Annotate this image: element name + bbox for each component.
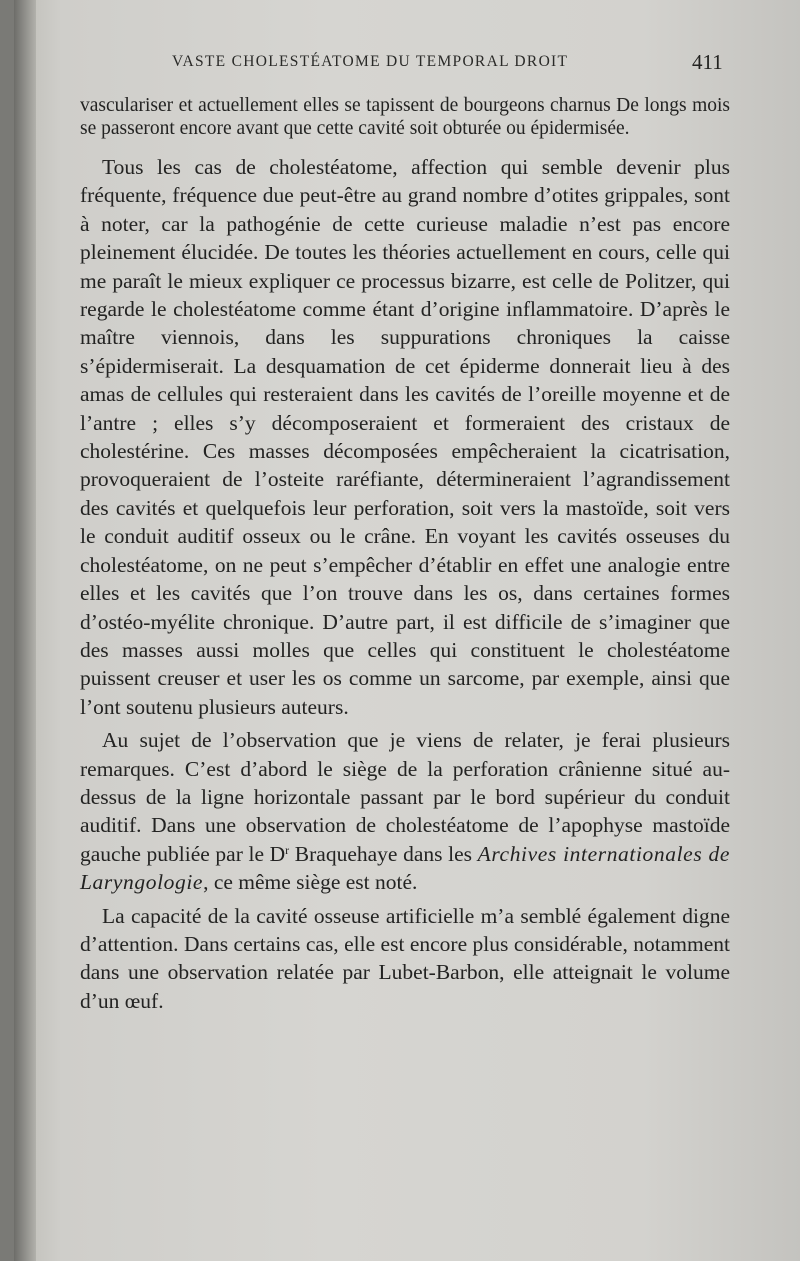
running-title: VASTE CHOLESTÉATOME DU TEMPORAL DROIT — [172, 53, 569, 70]
page-header — [0, 50, 800, 80]
paragraph-continuation: vasculariser et actuellement elles se tapissent de bourgeons charnus De longs mois se passeront encore avant que cette cavité soit obturée ou épidermisée. — [80, 95, 730, 139]
page-number: 411 — [692, 50, 723, 74]
paragraph-capacity: La capacité de la cavité osseuse artificielle m’a semblé également digne d’attention. Dans certains cas, elle est encore plus considérable, notamment dans une observation relatée par Lubet-Barbon, elle atteignait le volume d’un œuf. — [80, 903, 730, 1013]
binding-shadow — [14, 0, 36, 1261]
paragraph-observation-text-3: , ce même siège est noté. — [203, 870, 418, 895]
paragraph-observation-text-2: Braquehaye dans les — [289, 841, 478, 866]
body-text — [80, 94, 730, 1020]
journal-title: Archives internationales de Laryngologie — [80, 841, 731, 895]
paragraph-observation-text: Au sujet de l’observation que je viens de relater, je ferai plusieurs remarques. C’est d’abord le siège de la perforation crânienne situé au-dessus de la ligne horizontale passant par le bord supérieur du conduit auditif. Dans une observation de cholestéatome de l’apophyse mastoïde gauche publiée par le D — [80, 728, 730, 866]
paragraph-observation — [80, 726, 730, 896]
paragraph-pathogenesis: Tous les cas de cholestéatome, affection qui semble devenir plus fréquente, fréquence due peut-être au grand nombre d’otites grippales, sont à noter, car la pathogénie de cette curieuse maladie n’est pas encore pleinement élucidée. De toutes les théories actuellement en cours, celle qui me paraît le mieux expliquer ce processus bizarre, est celle de Politzer, qui regarde le cholestéatome comme étant d’origine inflammatoire. D’après le maître viennois, dans les suppurations chroniques la caisse s’épidermiserait. La desquamation de cet épiderme donnerait lieu à des amas de cellules qui resteraient dans les cavités de l’oreille moyenne et de l’antre ; elles s’y décomposeraient et formeraient des cristaux de cholestérine. Ces masses décomposées empêcheraient la cicatrisation, provoqueraient de l’osteite raréfiante, détermineraient l’agrandissement des cavités et quelquefois leur perforation, soit vers la mastoïde, soit vers le conduit auditif osseux ou le crâne. En voyant les cavités osseuses du cholestéatome, on ne peut s’empêcher d’établir en effet une analogie entre elles et les cavités que l’on trouve dans les os, dans certaines formes d’ostéo-myélite chronique. D’autre part, il est difficile de s’imaginer que des masses aussi molles que celles qui constituent le cholestéatome puissent creuser et user les os comme un sarcome, par exemple, ainsi que l’ont soutenu plusieurs auteurs. — [80, 155, 730, 719]
doctor-abbrev-superscript: r — [285, 842, 290, 857]
